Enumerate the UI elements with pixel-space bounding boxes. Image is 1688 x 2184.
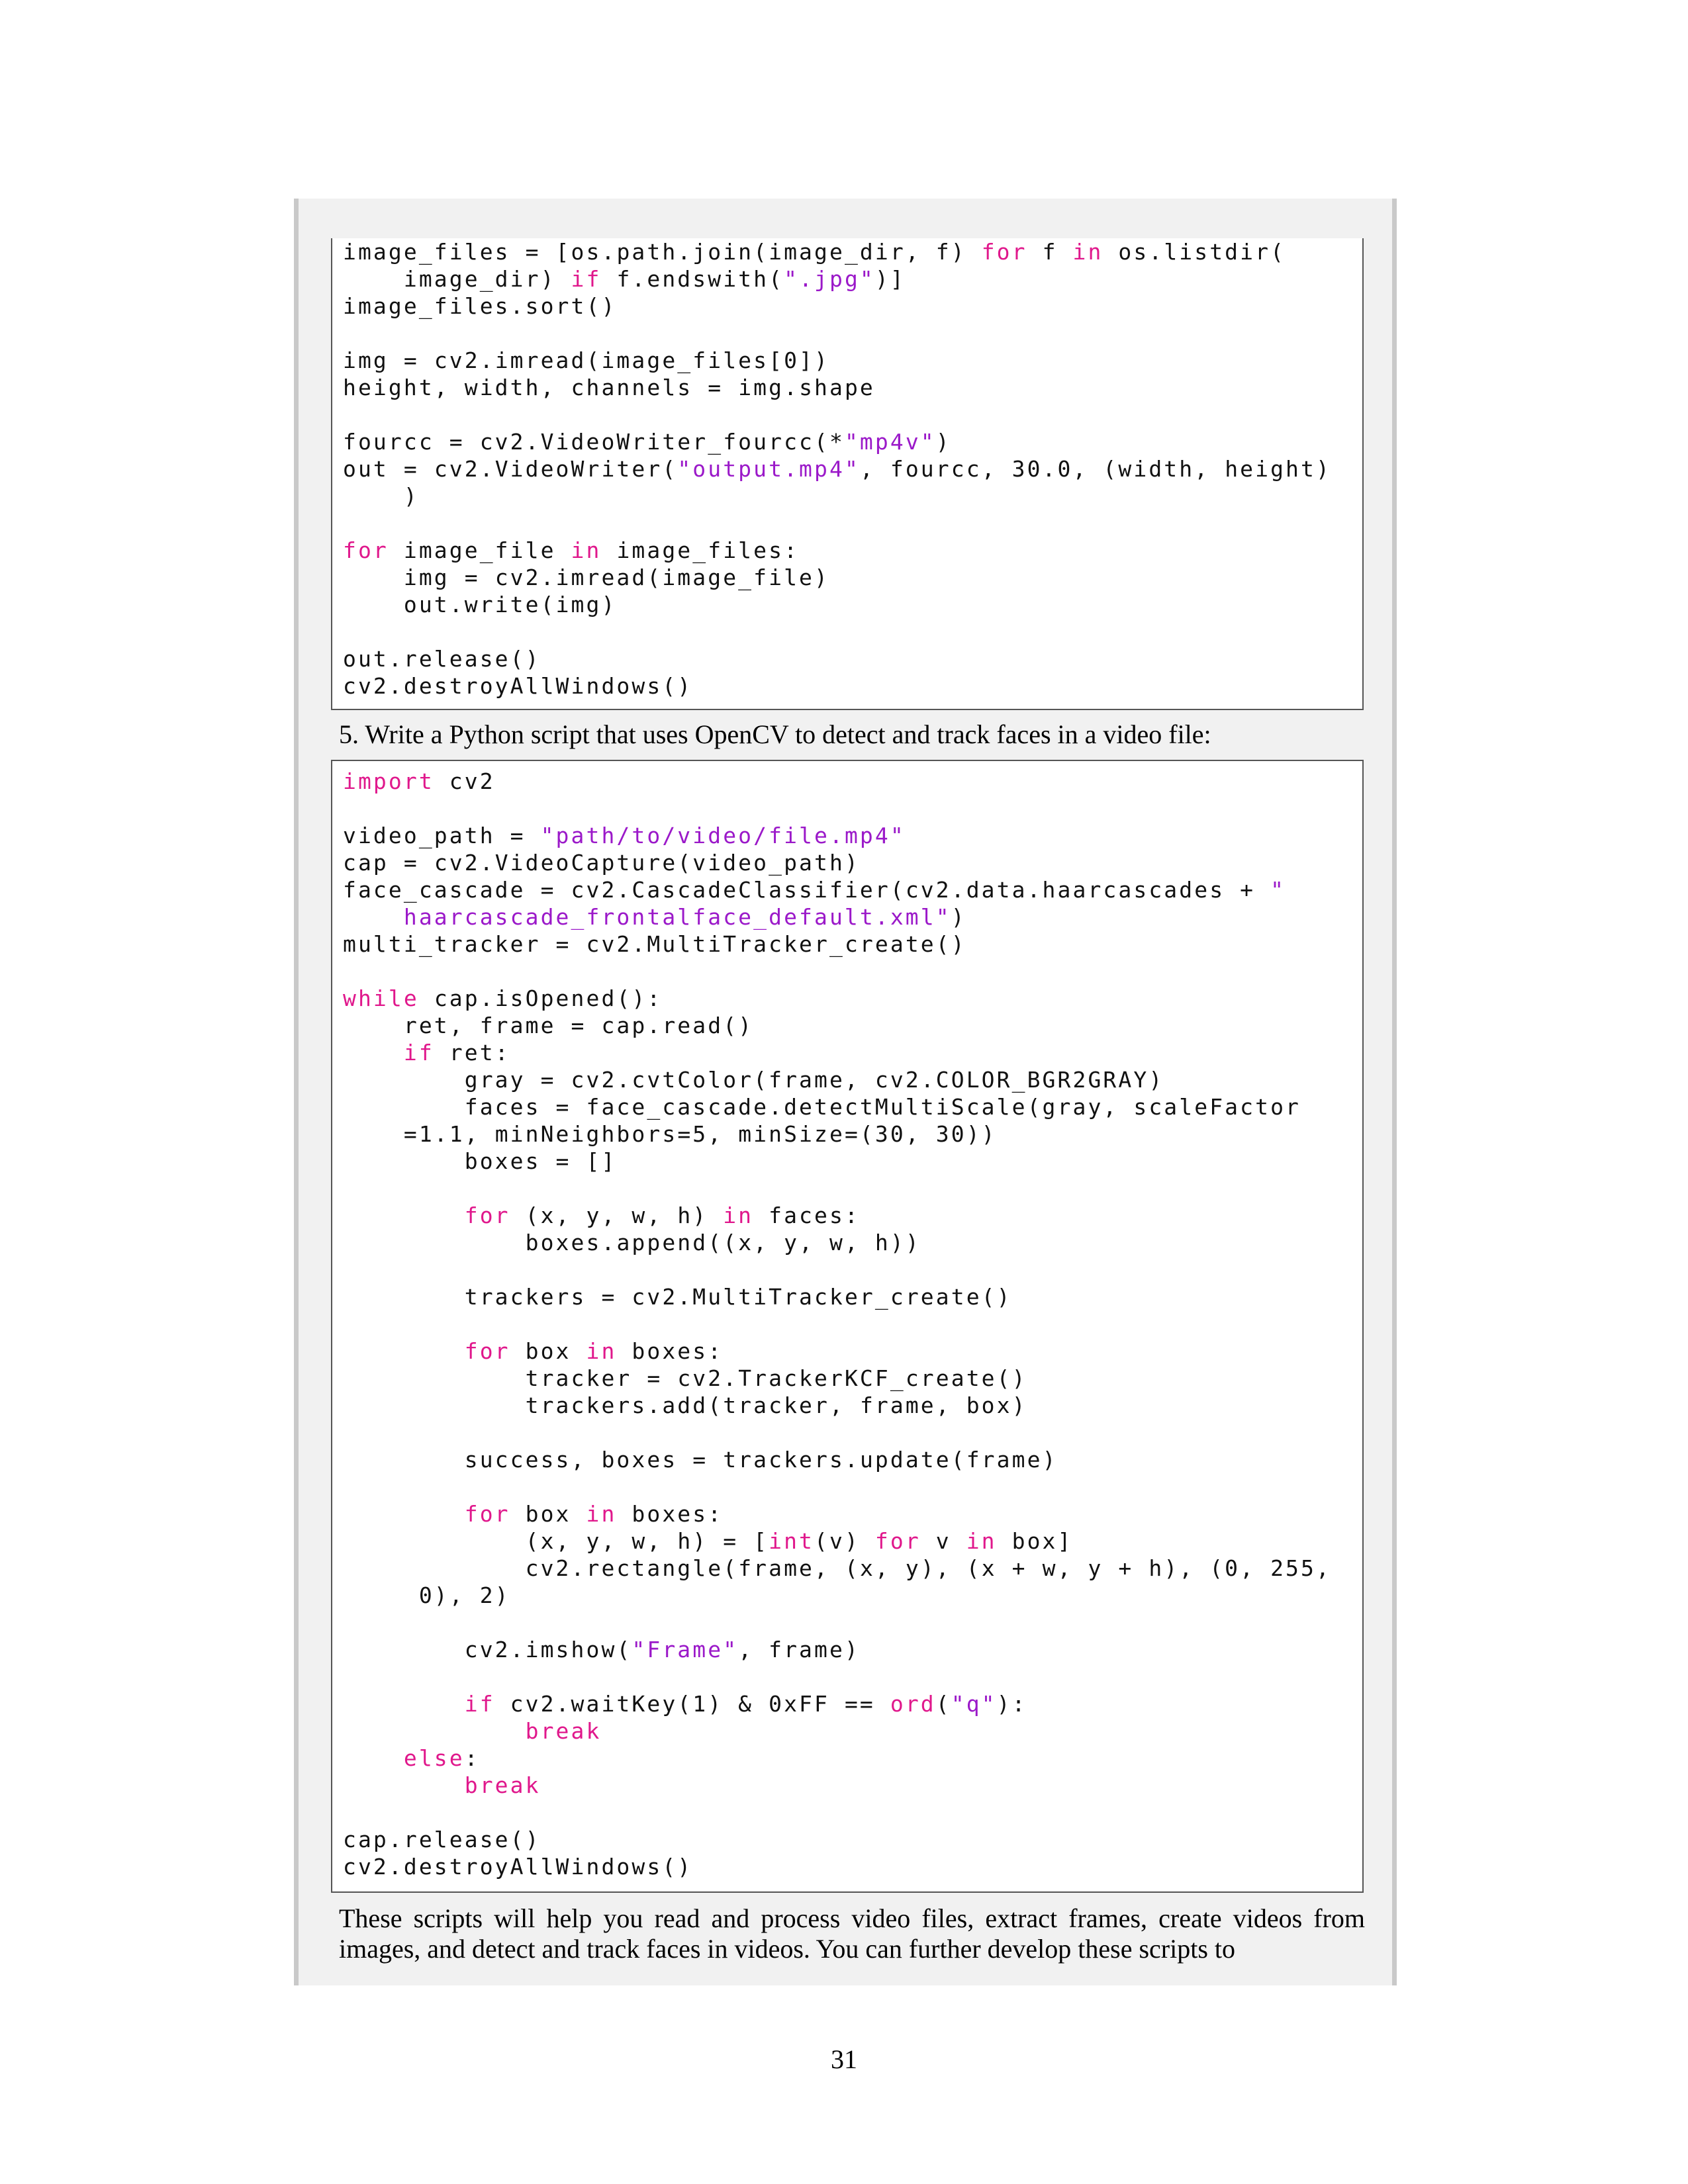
code-line [343, 958, 1362, 985]
code-line: tracker = cv2.TrackerKCF_create() [525, 1365, 1027, 1391]
code-line [343, 320, 1362, 347]
code-line [343, 795, 1362, 822]
code-line [343, 1473, 1362, 1500]
code-line [343, 401, 1362, 428]
code-line: break [525, 1718, 602, 1744]
code-line: cv2.destroyAllWindows() [343, 1854, 693, 1880]
code-line: image_files.sort() [343, 293, 617, 319]
code-line [343, 618, 1362, 645]
code-line: image_dir) if f.endswith(".jpg")] [403, 266, 906, 292]
code-line: success, boxes = trackers.update(frame) [464, 1447, 1058, 1473]
code-line: while cap.isOpened(): [343, 985, 663, 1011]
code-line: trackers.add(tracker, frame, box) [525, 1392, 1027, 1418]
code-line: cap.release() [343, 1827, 541, 1852]
code-line [343, 510, 1362, 537]
code-line: video_path = "path/to/video/file.mp4" [343, 823, 906, 848]
code-line [343, 1256, 1362, 1283]
code-line: (x, y, w, h) = [int(v) for v in box] [343, 1528, 1073, 1554]
code-line: for (x, y, w, h) in faces: [464, 1203, 860, 1228]
closing-paragraph: These scripts will help you read and process video files, extract frames, create videos from images, and detect and track faces in videos. You can further develop these scripts to [339, 1903, 1365, 1964]
code-block-face-tracking [331, 760, 1364, 1893]
code-line: boxes = [] [464, 1148, 617, 1174]
code-line: break [464, 1772, 541, 1798]
code-listing-2 [332, 761, 1362, 1880]
content-panel [294, 199, 1397, 1985]
task-5-heading: 5. Write a Python script that uses OpenCV to detect and track faces in a video file: [339, 719, 1211, 749]
code-line: ret, frame = cap.read() [403, 1013, 754, 1038]
code-line: face_cascade = cv2.CascadeClassifier(cv2.data.haarcascades + " [343, 877, 1286, 903]
code-listing-1 [332, 238, 1362, 700]
code-line: cap = cv2.VideoCapture(video_path) [343, 850, 860, 876]
code-line: img = cv2.imread(image_file) [403, 565, 829, 590]
code-line: out = cv2.VideoWriter("output.mp4", fourcc, 30.0, (width, height) [343, 456, 1331, 482]
code-line [343, 1175, 1362, 1202]
code-line: img = cv2.imread(image_files[0]) [343, 347, 829, 373]
code-line: if cv2.waitKey(1) & 0xFF == ord("q"): [464, 1691, 1027, 1717]
code-line: cv2.rectangle(frame, (x, y), (x + w, y + h), (0, 255, [525, 1555, 1331, 1581]
page-number: 31 [831, 2044, 857, 2074]
code-line: else: [403, 1745, 480, 1771]
code-line: for box in boxes: [464, 1338, 724, 1364]
code-line: trackers = cv2.MultiTracker_create() [464, 1284, 1012, 1310]
code-line: height, width, channels = img.shape [343, 375, 875, 400]
code-line: boxes.append((x, y, w, h)) [525, 1230, 921, 1255]
code-line [343, 1609, 1362, 1636]
code-line [343, 1419, 1362, 1446]
code-line: 0), 2) [343, 1582, 510, 1608]
code-line: faces = face_cascade.detectMultiScale(gray, scaleFactor [464, 1094, 1301, 1120]
code-line: =1.1, minNeighbors=5, minSize=(30, 30)) [343, 1121, 997, 1147]
code-block-frames-to-video [331, 238, 1364, 710]
code-line: out.release() [343, 646, 541, 672]
code-line: cv2.destroyAllWindows() [343, 673, 693, 699]
code-line: haarcascade_frontalface_default.xml") [403, 904, 966, 930]
code-line: for image_file in image_files: [343, 537, 800, 563]
code-line: out.write(img) [403, 592, 617, 617]
code-line: if ret: [403, 1040, 510, 1066]
code-line [343, 1663, 1362, 1690]
code-line: fourcc = cv2.VideoWriter_fourcc(*"mp4v") [343, 429, 951, 455]
code-line [343, 1799, 1362, 1826]
code-line: multi_tracker = cv2.MultiTracker_create() [343, 931, 966, 957]
code-line: for box in boxes: [464, 1501, 724, 1527]
code-line: cv2.imshow("Frame", frame) [464, 1637, 860, 1662]
code-line: ) [343, 483, 419, 509]
code-line [343, 1310, 1362, 1338]
code-line: gray = cv2.cvtColor(frame, cv2.COLOR_BGR2GRAY) [464, 1067, 1164, 1093]
code-line: import cv2 [343, 768, 495, 794]
code-line: image_files = [os.path.join(image_dir, f) for f in os.listdir( [343, 239, 1286, 265]
